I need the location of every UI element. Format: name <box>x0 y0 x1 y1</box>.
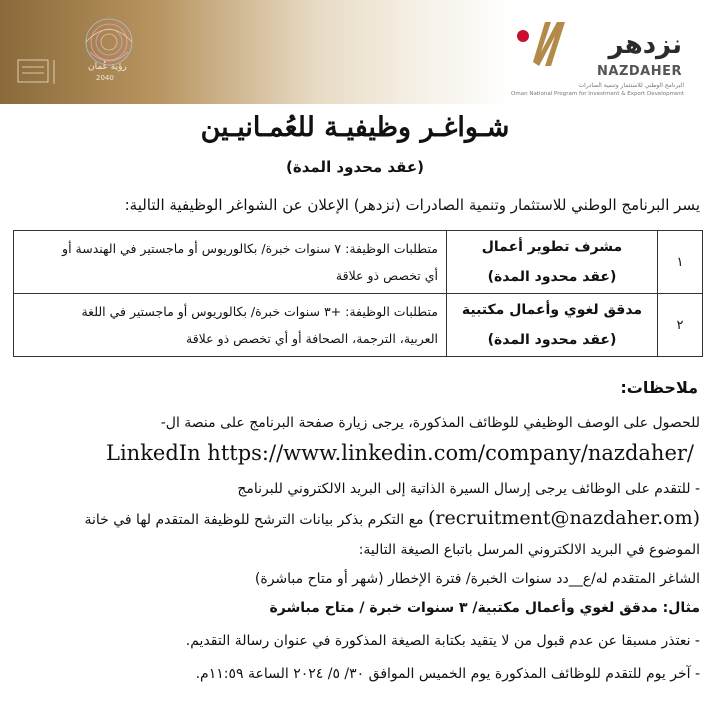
email-link[interactable]: (recruitment@nazdaher.om) <box>428 507 700 529</box>
requirements-line: العربية، الترجمة، الصحافة أو أي تخصص ذو علاقة <box>186 331 438 346</box>
job-title: مشرف تطوير أعمال <box>481 239 623 255</box>
job-contract: (عقد محدود المدة) <box>487 269 617 285</box>
notes-line-8: - آخر يوم للتقدم للوظائف المذكورة يوم الخميس الموافق ٣٠/ ٥/ ٢٠٢٤ الساعة ١١:٥٩م. <box>195 666 700 682</box>
job-number: ٢ <box>658 294 703 357</box>
brand-name-arabic: نزدهر <box>608 30 682 60</box>
job-title-cell <box>447 294 658 357</box>
header-banner <box>0 0 710 104</box>
table-row <box>14 294 703 357</box>
linkedin-link[interactable]: LinkedIn https://www.linkedin.com/company/nazdaher/ <box>106 441 694 465</box>
vision-text: رؤية عُمان <box>88 62 127 72</box>
brand-name-english: NAZDAHER <box>597 64 682 79</box>
example-text: مدقق لغوي وأعمال مكتبية/ ٣ سنوات خبرة / متاح مباشرة <box>269 600 663 616</box>
notes-line-2: - للتقدم على الوظائف يرجى إرسال السيرة الذاتية إلى البريد الالكتروني للبرنامج <box>237 481 700 497</box>
job-title: مدقق لغوي وأعمال مكتبية <box>461 302 643 318</box>
intro-text: يسر البرنامج الوطني للاستثمار وتنمية الصادرات (نزدهر) الإعلان عن الشواغر الوظيفية التالية: <box>124 196 700 214</box>
notes-line-1: للحصول على الوصف الوظيفي للوظائف المذكورة، يرجى زيارة صفحة البرنامج على منصة ال- <box>160 415 700 431</box>
page-subtitle: (عقد محدود المدة) <box>286 158 424 176</box>
job-number: ١ <box>658 231 703 294</box>
page-title: شـواغـر وظيفيـة للعُمـانيـين <box>200 112 510 143</box>
table-row <box>14 231 703 294</box>
nazdaher-mark-icon <box>511 12 571 76</box>
job-contract: (عقد محدود المدة) <box>487 332 617 348</box>
notes-line-5: الشاغر المتقدم له/ع__دد سنوات الخبرة/ فترة الإخطار (شهر أو متاح مباشرة) <box>254 571 700 587</box>
job-requirements <box>14 294 447 357</box>
notes-line-7: - نعتذر مسبقا عن عدم قبول من لا يتقيد بكتابة الصيغة المذكورة في عنوان رسالة التقديم. <box>185 633 700 649</box>
job-title-cell <box>447 231 658 294</box>
vision-year: 2040 <box>96 74 114 82</box>
notes-heading: ملاحظات: <box>620 378 698 397</box>
example-line <box>8 600 700 616</box>
job-requirements <box>14 231 447 294</box>
notes-line-3-text: مع التكرم بذكر بيانات الترشح للوظيفة المتقدم لها في خانة <box>84 512 424 528</box>
oman-vision-logo-icon <box>14 12 154 94</box>
example-label: مثال: <box>662 600 700 616</box>
nazdaher-logo <box>489 10 694 102</box>
requirements-line: متطلبات الوظيفة: +٣ سنوات خبرة/ بكالوريوس أو ماجستير في اللغة <box>81 304 438 319</box>
notes-line-3 <box>8 507 700 529</box>
requirements-line: أي تخصص ذو علاقة <box>335 268 438 283</box>
notes-line-4: الموضوع في البريد الالكتروني المرسل باتباع الصيغة التالية: <box>358 542 700 558</box>
requirements-line: متطلبات الوظيفة: ٧ سنوات خبرة/ بكالوريوس أو ماجستير في الهندسة أو <box>62 241 438 256</box>
brand-tagline-arabic: البرنامج الوطني للاستثمار وتنمية الصادرات <box>578 82 684 89</box>
jobs-table <box>13 230 703 357</box>
brand-tagline-english: Oman National Program for Investment & Export Development <box>511 91 684 97</box>
